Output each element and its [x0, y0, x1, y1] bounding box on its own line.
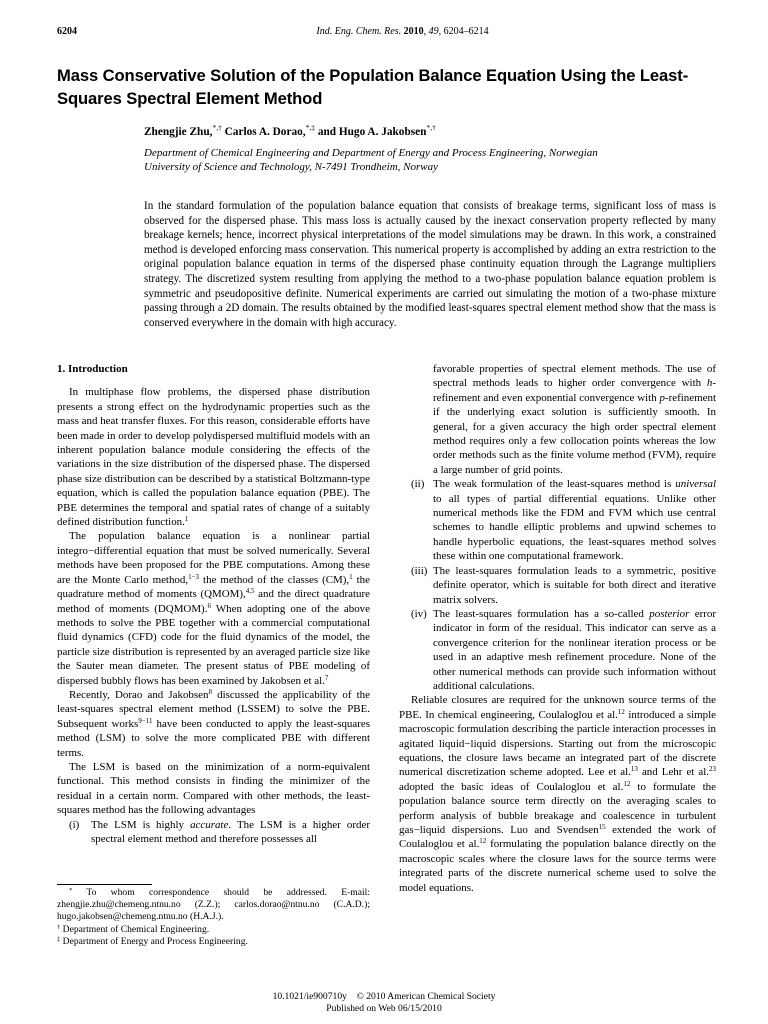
text: Recently, Dorao and Jakobsen [69, 688, 209, 701]
text: the method of the classes (CM), [199, 573, 350, 586]
affiliation-line: Department of Chemical Engineering and Department of Energy and Process Engineering, Norwegian [144, 147, 598, 159]
text: have been conducted to apply the least-squares method (LSM) to solve the more complicated PBE with different terms. [57, 717, 370, 759]
copyright: © 2010 American Chemical Society [356, 991, 496, 1002]
footnote-divider [57, 884, 152, 885]
author-name: Zhengjie Zhu, [144, 126, 213, 138]
list-item [57, 818, 370, 847]
page-footer [200, 991, 568, 1015]
citation-ref[interactable]: 12 [623, 779, 631, 788]
citation-ref[interactable]: 13 [630, 765, 638, 774]
citation-ref[interactable]: 1−3 [188, 572, 200, 581]
affiliation-line: University of Science and Technology, N-7491 Trondheim, Norway [144, 161, 439, 173]
journal-name: Ind. Eng. Chem. Res. [316, 26, 402, 37]
text: -refinement and even exponential convergence with [433, 377, 716, 404]
text: introduced a simple macroscopic formulation describing the particle interaction processes in agitated liquid−liquid dispersions. Starting out from the microscopic equations, the closure laws became an integrated part of the discrete numerical discretization scheme adopted. Lee et al. [399, 708, 717, 779]
text: In multiphase flow problems, the dispersed phase distribution presents a strong effect on the hydrodynamic properties such as the mass and heat transfer fluxes. For this reason, considerable efforts have been made in order to develop polydispersed multifluid models with an inherent population balance module considering the effects of the variations in the size distribution of the dispersed phase. The dispersed phase size distribution can be described by a statistical Boltzmann-type equation, which is called the population balance equation (PBE). The PBE determines the temporal and spatial rates of change of a suitably defined distribution function. [57, 386, 370, 529]
footnote-correspondence [57, 887, 370, 924]
page-number: 6204 [57, 26, 77, 37]
citation-ref[interactable]: 6 [207, 601, 211, 610]
citation-ref[interactable]: 9−11 [138, 716, 153, 725]
citation-ref[interactable]: 8 [208, 687, 212, 696]
doi-line [200, 991, 568, 1003]
footnote-affiliation [57, 924, 370, 936]
author-name: Carlos A. Dorao, [224, 126, 306, 138]
emphasis: accurate [190, 818, 229, 831]
paragraph [57, 385, 370, 529]
paragraph [57, 529, 370, 687]
text: the quadrature method of moments (QMOM), [57, 573, 370, 601]
list-item [399, 564, 716, 607]
journal-year: 2010 [403, 26, 424, 37]
text: The population balance equation is a nonlinear partial integro−differential equation that must be solved numerically. Several methods have been proposed for the PBE computations. Among these are the Monte Carlo method, [57, 530, 370, 586]
emphasis: universal [675, 478, 716, 491]
list-body [433, 477, 716, 563]
author-marks: *,† [212, 123, 222, 132]
text: and Lehr et al. [637, 766, 709, 779]
text: favorable properties of spectral element methods. The use of spectral methods leads to higher order convergence with [433, 363, 716, 390]
text: The LSM is highly [91, 818, 191, 831]
text: and the direct quadrature method of moments (DQMOM). [57, 588, 370, 615]
citation-ref[interactable]: 12 [479, 837, 487, 846]
list-item [399, 607, 716, 693]
text: When adopting one of the above methods to solve the PBE together with a commercial computational fluid dynamics (CFD) code for the fluid dynamics of the model, the particle size distribution is represented by an averaged particle size like the Sauter mean diameter. The present status of PBE modeling of dispersed bubbly flows has been examined by Jakobsen et al. [57, 602, 371, 687]
journal-citation: Ind. Eng. Chem. Res. 2010, 49, 6204–6214 [316, 26, 489, 37]
text: error indicator in form of the residual. This indicator can serve as a convergence criterion for the nonlinear iteration process or be used in an adaptive mesh refinement procedure. None of the other numerical methods can provide such information without additional calculations. [433, 607, 716, 692]
citation-ref[interactable]: 15 [598, 823, 606, 831]
citation-ref[interactable]: 1 [184, 515, 189, 524]
footnote-affiliation [57, 936, 370, 948]
citation-ref[interactable]: 1 [349, 572, 353, 581]
text: The least-squares formulation has a so-called [433, 607, 650, 620]
list-label: (i) [69, 818, 80, 831]
text: The weak formulation of the least-squares method is [433, 478, 676, 491]
abstract: In the standard formulation of the population balance equation that consists of breakage terms, significant loss of mass is observed for the dispersed phase. This mass loss is actually caused by the inexact conservation property reflected by many breakage kernels; hence, incorrect physical interpretations of the model simulations may be drawn. In this work, a constrained method is developed enforcing mass conservation. This numerical property is accomplished by adding an extra restriction to the original population balance equation in terms of the dispersed phase continuity equation through the Lagrange multipliers strategy. The discretized system resulting from applying the method to a two-phase population balance equation problem is symmetric and pseudopositive definite. Numerical experiments are carried out simulating the motion of a two-phase mixture passing through a 2D domain. The results obtained by the modified least-squares spectral element method show that the mass is conserved everywhere in the domain with high accuracy. [144, 200, 716, 329]
emphasis: posterior [649, 607, 690, 620]
list-body [433, 607, 716, 693]
author-list [144, 125, 436, 139]
left-column [57, 362, 370, 846]
citation-ref[interactable]: 7 [324, 673, 329, 682]
footnotes [57, 887, 370, 948]
article-title: Mass Conservative Solution of the Population Balance Equation Using the Least-Squares Spectral Element Method [57, 66, 689, 108]
affiliation [144, 146, 719, 174]
emphasis: p [659, 391, 665, 404]
paragraph [57, 688, 370, 760]
journal-volume: 49 [428, 26, 439, 37]
section-heading: 1. Introduction [57, 363, 128, 375]
list-item [399, 477, 716, 563]
footnote-mark: * [69, 887, 73, 894]
author-marks: *,‡ [305, 123, 315, 132]
journal-pages: 6204–6214 [443, 26, 489, 37]
paragraph [399, 693, 716, 895]
list-label: (iii) [411, 564, 428, 577]
text: adopted the basic ideas of Coulaloglou et al. [399, 780, 624, 793]
text: extended the work of Coulaloglou et al. [399, 824, 716, 851]
citation-ref[interactable]: 4,5 [245, 587, 255, 596]
list-body: The least-squares formulation leads to a symmetric, positive definite operator, which is suitable for both direct and iterative matrix solvers. [433, 564, 716, 606]
list-label: (ii) [411, 478, 425, 491]
emphasis: h [706, 377, 713, 390]
text: to all types of partial differential equations. Unlike other numerical methods like the FDM and FVM which use central schemes to handle elliptic problems and upwind schemes to handle hyperbolic equations, the least-squares method solves these within one computational framework. [433, 492, 716, 563]
text: . The LSM is a higher order spectral element method and therefore possesses all [91, 818, 370, 845]
citation-ref[interactable]: 12 [617, 707, 625, 716]
author-name: and Hugo A. Jakobsen [317, 126, 427, 138]
text: Reliable closures are required for the unknown source terms of the PBE. In chemical engineering, Coulaloglou et al. [399, 694, 716, 721]
text: formulating the population balance directly on the macroscopic scales where the closure laws for the source terms were integrated parts of the discrete numerical scheme used to solve the model equations. [399, 838, 716, 894]
text: To whom correspondence should be addressed. E-mail: zhengjie.zhu@chemeng.ntnu.no (Z.Z.); carlos.dorao@ntnu.no (C.A.D.); hugo.jakobsen@chemeng.ntnu.no (H.A.J.). [57, 887, 370, 923]
citation-ref[interactable]: 23 [709, 765, 716, 774]
list-continuation [399, 362, 716, 477]
list-body [91, 818, 370, 847]
text: Department of Chemical Engineering. [60, 923, 210, 935]
author-marks: *,† [426, 123, 436, 132]
footnote-mark: ‡ [57, 935, 61, 943]
list-label: (iv) [411, 607, 427, 620]
text: Department of Energy and Process Engineering. [60, 935, 248, 947]
paragraph: The LSM is based on the minimization of a norm-equivalent functional. This method consists in finding the minimizer of the residual in a certain norm. Compared with other methods, the least-squares method has the following advantages [57, 760, 370, 817]
publication-date: Published on Web 06/15/2010 [326, 1003, 442, 1014]
doi[interactable]: 10.1021/ie900710y [272, 991, 347, 1002]
footnote-mark: † [57, 923, 61, 931]
text: discussed the applicability of the least-squares spectral element method (LSSEM) to solve the PBE. Subsequent works [57, 688, 371, 730]
text: to formulate the population balance source term directly on the averaging scales to perform analysis of bubble breakage and coalescence in turbulent gas−liquid dispersions. Luo and Svendsen [399, 780, 716, 836]
text: -refinement if the underlying exact solution is sufficiently smooth. In general, for a given accuracy the high order spectral element method requires only a few collocation points whereas the low order methods such as the finite volume method (FVM), require a large number of grid points. [433, 391, 716, 476]
right-column [399, 362, 716, 895]
